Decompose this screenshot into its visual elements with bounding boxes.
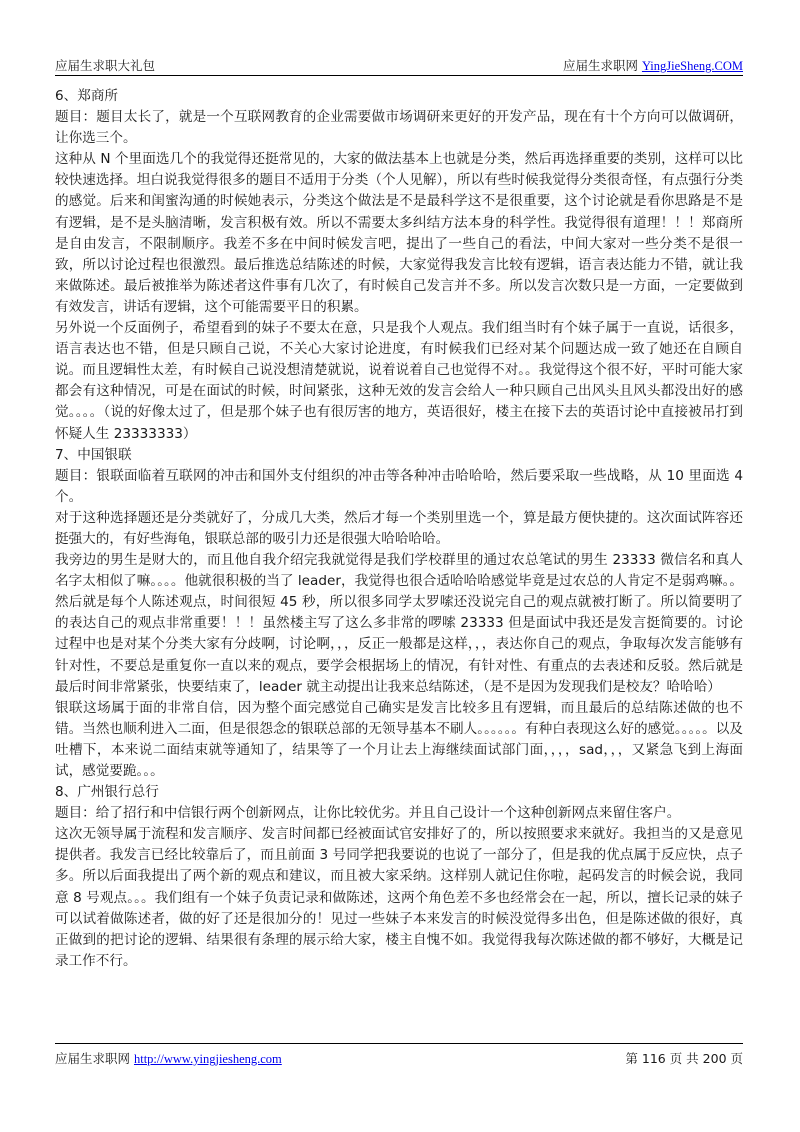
paragraph: 另外说一个反面例子，希望看到的妹子不要太在意，只是我个人观点。我们组当时有个妹子属于一直说，话很多，语言表达也不错，但是只顾自己说，不关心大家讨论进度，有时候我们已经对某个问题达成一致了她还在自顾自说。而且逻辑性太差，有时候自己说没想清楚就说，说着说着自己也觉得不对。。我觉得这个很不好，平时可能大家都会有这种情况，可是在面试的时候，时间紧张，这种无效的发言会给人一种只顾自己出风头且风头都没出好的感觉。。。。（说的好像太过了，但是那个妹子也有很厉害的地方，英语很好，楼主在接下去的英语讨论中直接被吊打到怀疑人生 23333333） [55, 320, 743, 442]
footer-site-link[interactable]: http://www.yingjiesheng.com [133, 1052, 282, 1066]
footer-site-label: 应届生求职网 [55, 1051, 134, 1066]
header-site [563, 56, 743, 74]
header-site-label: 应届生求职网 [562, 58, 642, 73]
footer-site [55, 1049, 282, 1069]
header-site-link[interactable]: YingJieSheng.COM [641, 59, 743, 73]
paragraph: 银联这场属于面的非常自信，因为整个面完感觉自己确实是发言比较多且有逻辑，而且最后的总结陈述做的也不错。当然也顺利进入二面，但是很怨念的银联总部的无领导基本不刷人。。。。。。有种白表现这么好的感觉。。。。。以及吐槽下，本来说二面结束就等通知了，结果等了一个月让去上海继续面试部门面，，，，sad，，，又紧急飞到上海面试，感觉要跪。。。 [55, 699, 743, 779]
paragraph: 题目：题目太长了，就是一个互联网教育的企业需要做市场调研来更好的开发产品，现在有十个方向可以做调研，让你选三个。 [55, 109, 743, 147]
header-title: 应届生求职大礼包 [55, 58, 156, 73]
paragraph: 我旁边的男生是财大的，而且他自我介绍完我就觉得是我们学校群里的通过农总笔试的男生 23333 微信名和真人名字太相似了嘛。。。。他就很积极的当了 leader，我觉得也很合适哈哈哈感觉毕竟是过农总的人肯定不是弱鸡嘛。。然后就是每个人陈述观点，时间很短 45 秒，所以很多同学太罗嗦还没说完自己的观点就被打断了。所以简要明了的表达自己的观点非常重要！！！虽然楼主写了这么多非常的啰嗦 23333 但是面试中我还是发言挺简要的。讨论过程中也是对某个分类大家有分歧啊，讨论啊，，，反正一般都是这样，，，表达你自己的观点，争取每次发言能够有针对性，不要总是重复你一直以来的观点，要学会根据场上的情况，有针对性、有重点的去表述和反驳。然后就是最后时间非常紧张，快要结束了，leader 就主动提出让我来总结陈述，（是不是因为发现我们是校友？哈哈哈） [55, 552, 743, 695]
paragraph: 这次无领导属于流程和发言顺序、发言时间都已经被面试官安排好了的，所以按照要求来就好。我担当的又是意见提供者。我发言已经比较靠后了，而且前面 3 号同学把我要说的也说了一部分了，但是我的优点属于反应快，点子多。所以后面我提出了两个新的观点和建议，而且被大家采纳。这样别人就记住你啦，起码发言的时候会说，我同意 8 号观点。。。我们组有一个妹子负责记录和做陈述，这两个角色差不多也经常会在一起，所以，擅长记录的妹子可以试着做陈述者，做的好了还是很加分的！见过一些妹子本来发言的时候没觉得多出色，但是陈述做的很好，真正做到的把讨论的逻辑、结果很有条理的展示给大家，楼主自愧不如。我觉得我每次陈述做的都不够好，大概是记录工作不行。 [55, 826, 743, 969]
header-divider [55, 75, 743, 76]
page-header [55, 52, 743, 74]
paragraph: 这种从 N 个里面选几个的我觉得还挺常见的，大家的做法基本上也就是分类，然后再选择重要的类别，这样可以比较快速选择。坦白说我觉得很多的题目不适用于分类（个人见解），所以有些时候我觉得分类很奇怪，有点强行分类的感觉。后来和闺蜜沟通的时候她表示，分类这个做法是不是最科学这不是很重要，这个讨论就是看你思路是不是有逻辑，是不是头脑清晰，发言积极有效。所以不需要太多纠结方法本身的科学性。我觉得很有道理！！！郑商所是自由发言，不限制顺序。我差不多在中间时候发言吧，提出了一些自己的看法，中间大家对一些分类不是很一致，所以讨论过程也很激烈。最后推选总结陈述的时候，大家觉得我发言比较有逻辑，语言表达能力不错，就让我来做陈述。最后被推举为陈述者这件事有几次了，有时候自己发言并不多。所以发言次数只是一方面，一定要做到有效发言，讲话有逻辑，这个可能需要平日的积累。 [55, 151, 743, 315]
footer-divider [55, 1043, 743, 1044]
section-heading: 7、中国银联 [55, 446, 132, 463]
paragraph: 对于这种选择题还是分类就好了，分成几大类，然后才每一个类别里选一个，算是最方便快捷的。这次面试阵容还挺强大的，有好些海龟，银联总部的吸引力还是很强大哈哈哈哈。 [55, 509, 743, 547]
paragraph: 题目：银联面临着互联网的冲击和国外支付组织的冲击等各种冲击哈哈哈，然后要采取一些战略，从 10 里面选 4 个。 [55, 467, 743, 505]
section-heading: 8、广州银行总行 [55, 784, 159, 801]
paragraph: 题目：给了招行和中信银行两个创新网点，让你比较优劣。并且自己设计一个这种创新网点来留住客户。 [55, 805, 681, 822]
page-footer [55, 1049, 743, 1069]
page-number: 第 116 页 共 200 页 [625, 1051, 743, 1066]
document-body [55, 86, 743, 972]
section-heading: 6、郑商所 [55, 88, 119, 104]
